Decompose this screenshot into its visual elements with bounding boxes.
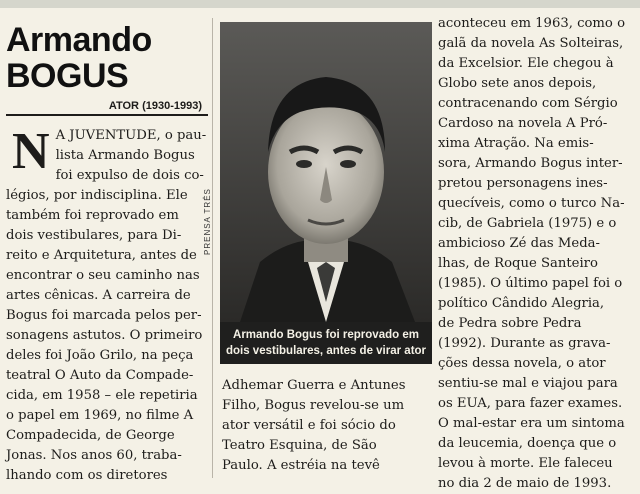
article-line: Filho, Bogus revelou-se um <box>222 398 405 413</box>
article-line: os EUA, para fazer exames. <box>438 396 623 411</box>
top-edge <box>0 0 640 8</box>
headline-last-name: BOGUS <box>6 57 129 95</box>
photo-credit: PRENSA TRÊS <box>203 188 212 255</box>
article-line: Jonas. Nos anos 60, traba- <box>6 448 182 463</box>
article-line: pretou personagens ines- <box>438 176 608 191</box>
article-line: dois vestibulares, para Di- <box>6 228 182 243</box>
portrait-illustration <box>220 22 432 322</box>
article-line: quecíveis, como o turco Na- <box>438 196 625 211</box>
role-line <box>6 100 208 116</box>
article-line: ator versátil e foi sócio do <box>222 418 396 433</box>
article-line: teatral O Auto da Compade- <box>6 368 194 383</box>
article-line: A JUVENTUDE, o pau- <box>55 128 207 143</box>
article-line: Teatro Esquina, de São <box>222 438 377 453</box>
role-label: ATOR <box>108 100 139 112</box>
article-line: O mal-estar era um sintoma <box>438 416 625 431</box>
article-line: também foi reprovado em <box>6 208 179 223</box>
article-body-right <box>438 14 638 494</box>
headline-first-name: Armando <box>6 21 152 59</box>
article-body-left <box>6 123 208 486</box>
article-line: Cardoso na novela A Pró- <box>438 116 608 131</box>
article-line: cib, de Gabriela (1975) e o <box>438 216 617 231</box>
role-years: (1930-1993) <box>142 100 202 112</box>
column-divider <box>212 18 213 478</box>
article-line: da Excelsior. Ele chegou à <box>438 56 614 71</box>
article-line: sora, Armando Bogus inter- <box>438 156 623 171</box>
article-line: foi expulso de dois co- <box>55 168 204 183</box>
article-line: sentiu-se mal e viajou para <box>438 376 618 391</box>
article-line: no dia 2 de maio de 1993. <box>438 476 612 491</box>
article-line: xima Atração. Na emis- <box>438 136 594 151</box>
middle-column <box>222 376 434 476</box>
article-line: galã da novela As Solteiras, <box>438 36 624 51</box>
article-line: reito e Arquitetura, antes de <box>6 248 197 263</box>
article-line: ções dessa novela, o ator <box>438 356 606 371</box>
article-line: da leucemia, doença que o <box>438 436 617 451</box>
right-column <box>438 14 638 494</box>
article-line: ambicioso Zé das Meda- <box>438 236 600 251</box>
article-line: Bogus foi marcada pelos per- <box>6 308 202 323</box>
article-line: lista Armando Bogus <box>55 148 195 163</box>
article-line: Globo sete anos depois, <box>438 76 597 91</box>
article-line: cida, em 1958 – ele repetiria <box>6 388 198 403</box>
article-line: Paulo. A estréia na tevê <box>222 458 380 473</box>
article-line: político Cândido Alegria, <box>438 296 605 311</box>
article-line: sonagens astutos. O primeiro <box>6 328 203 343</box>
article-line: levou à morte. Ele faleceu <box>438 456 613 471</box>
caption-line: Armando Bogus foi reprovado em <box>233 329 419 341</box>
article-line: de Pedra sobre Pedra <box>438 316 582 331</box>
photo-caption <box>220 322 432 364</box>
left-column <box>6 22 208 486</box>
article-line: lhas, de Roque Santeiro <box>438 256 598 271</box>
article-line: Adhemar Guerra e Antunes <box>222 378 406 393</box>
article-line: (1992). Durante as grava- <box>438 336 611 351</box>
article-line: (1985). O último papel foi o <box>438 276 623 291</box>
article-line: o papel em 1969, no filme A <box>6 408 194 423</box>
article-line: artes cênicas. A carreira de <box>6 288 191 303</box>
article-line: deles foi João Grilo, na peça <box>6 348 194 363</box>
article-line: aconteceu em 1963, como o <box>438 16 626 31</box>
portrait-photo <box>220 22 432 322</box>
article-line: Compadecida, de George <box>6 428 175 443</box>
article-line: légios, por indisciplina. Ele <box>6 188 188 203</box>
article-body-middle <box>222 376 434 476</box>
caption-line: dois vestibulares, antes de virar ator <box>225 345 427 357</box>
drop-cap: N <box>12 123 50 180</box>
article-line: contracenando com Sérgio <box>438 96 618 111</box>
article-line: lhando com os diretores <box>6 468 168 483</box>
article-line: encontrar o seu caminho nas <box>6 268 200 283</box>
